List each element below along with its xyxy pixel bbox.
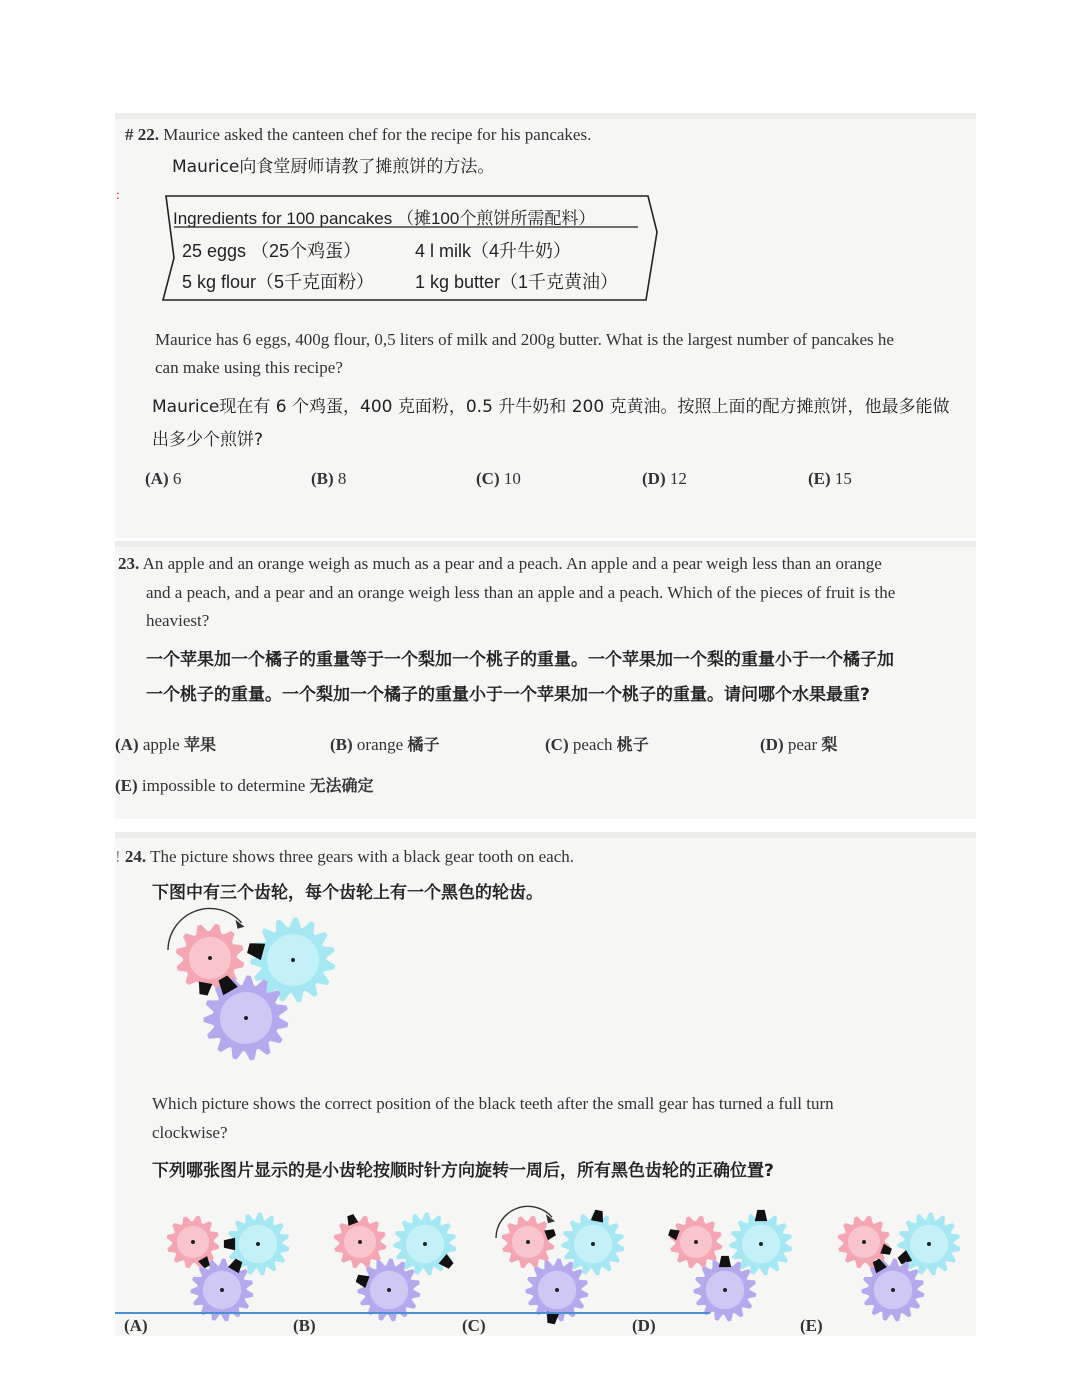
small-gear	[668, 1216, 722, 1267]
q23-stem-en-2: and a peach, and a pear and an orange weigh less than an apple and a peach. Which of the pieces of fruit is the	[146, 583, 896, 602]
q23-option-a[interactable]: (A) apple 苹果	[115, 735, 216, 754]
small-gear	[838, 1216, 892, 1267]
panel-divider	[115, 832, 976, 838]
q24-option-e-label[interactable]: (E)	[800, 1316, 823, 1335]
q23-option-e[interactable]: (E) impossible to determine 无法确定	[115, 776, 374, 795]
black-tooth-icon	[591, 1210, 603, 1223]
q24-option-a-label[interactable]: (A)	[124, 1316, 148, 1335]
q23-option-c[interactable]: (C) peach 桃子	[545, 735, 649, 754]
recipe-flour: 5 kg flour（5千克面粉）	[182, 272, 375, 292]
black-tooth-icon	[755, 1210, 767, 1221]
q24-option-b-label[interactable]: (B)	[293, 1316, 316, 1335]
q24-option-e-picture[interactable]	[826, 1210, 976, 1330]
q22-question-en-1: Maurice has 6 eggs, 400g flour, 0,5 liters of milk and 200g butter. What is the largest number of pancakes he	[155, 330, 894, 349]
black-tooth-icon	[719, 1256, 731, 1267]
q22-question-zh-2: 出多少个煎饼?	[152, 430, 264, 450]
recipe-butter: 1 kg butter（1千克黄油）	[415, 272, 619, 292]
margin-mark: :	[116, 188, 120, 203]
small-gear	[334, 1214, 385, 1268]
small-gear	[502, 1216, 556, 1267]
q23-option-b[interactable]: (B) orange 橘子	[330, 735, 440, 754]
q23-option-d[interactable]: (D) pear 梨	[760, 735, 838, 754]
q22-stem-zh: Maurice向食堂厨师请教了摊煎饼的方法。	[172, 157, 495, 177]
q23-stem-en-3: heaviest?	[146, 611, 210, 630]
q22-option-d[interactable]: (D) 12	[642, 469, 687, 488]
black-tooth-icon	[199, 982, 212, 996]
gear-illustration	[150, 910, 350, 1060]
q22-stem-en: # 22. Maurice asked the canteen chef for the recipe for his pancakes.	[125, 125, 592, 144]
q22-question-en-2: can make using this recipe?	[155, 358, 343, 377]
recipe-milk: 4 l milk（4升牛奶）	[415, 241, 572, 261]
q24-option-c-label[interactable]: (C)	[462, 1316, 486, 1335]
q22-option-e[interactable]: (E) 15	[808, 469, 852, 488]
q24-stem-en: ! 24. The picture shows three gears with a black gear tooth on each.	[115, 847, 575, 866]
q23-stem-en-1: 23. An apple and an orange weigh as much as a pear and a peach. An apple and a pear weigh less than an orange	[118, 554, 882, 573]
q23-stem-zh-1: 一个苹果加一个橘子的重量等于一个梨加一个桃子的重量。一个苹果加一个梨的重量小于一个橘子加	[146, 650, 894, 670]
video-progress-line	[115, 1312, 710, 1314]
q24-question-zh: 下列哪张图片显示的是小齿轮按顺时针方向旋转一周后，所有黑色齿轮的正确位置?	[152, 1161, 774, 1181]
q23-stem-zh-2: 一个桃子的重量。一个梨加一个橘子的重量小于一个苹果加一个桃子的重量。请问哪个水果最重?	[146, 685, 870, 705]
q24-question-en-1: Which picture shows the correct position of the black teeth after the small gear has turned a full turn	[152, 1094, 834, 1113]
large-gear	[862, 1259, 924, 1321]
black-tooth-icon	[224, 1238, 235, 1250]
q22-question-zh-1: Maurice现在有 6 个鸡蛋，400 克面粉，0.5 升牛奶和 200 克黄油。按照上面的配方摊煎饼，他最多能做	[152, 397, 950, 417]
q24-stem-zh: 下图中有三个齿轮，每个齿轮上有一个黑色的轮齿。	[152, 883, 543, 903]
q24-question-en-2: clockwise?	[152, 1123, 228, 1142]
recipe-eggs: 25 eggs （25个鸡蛋）	[182, 241, 362, 261]
panel-divider	[115, 541, 976, 547]
panel-divider	[115, 113, 976, 119]
q22-option-b[interactable]: (B) 8	[311, 469, 347, 488]
q22-option-a[interactable]: (A) 6	[145, 469, 182, 488]
large-gear	[526, 1259, 588, 1324]
q22-option-c[interactable]: (C) 10	[476, 469, 521, 488]
q24-option-d-label[interactable]: (D)	[632, 1316, 656, 1335]
recipe-title: Ingredients for 100 pancakes （摊100个煎饼所需配料）	[173, 209, 596, 228]
